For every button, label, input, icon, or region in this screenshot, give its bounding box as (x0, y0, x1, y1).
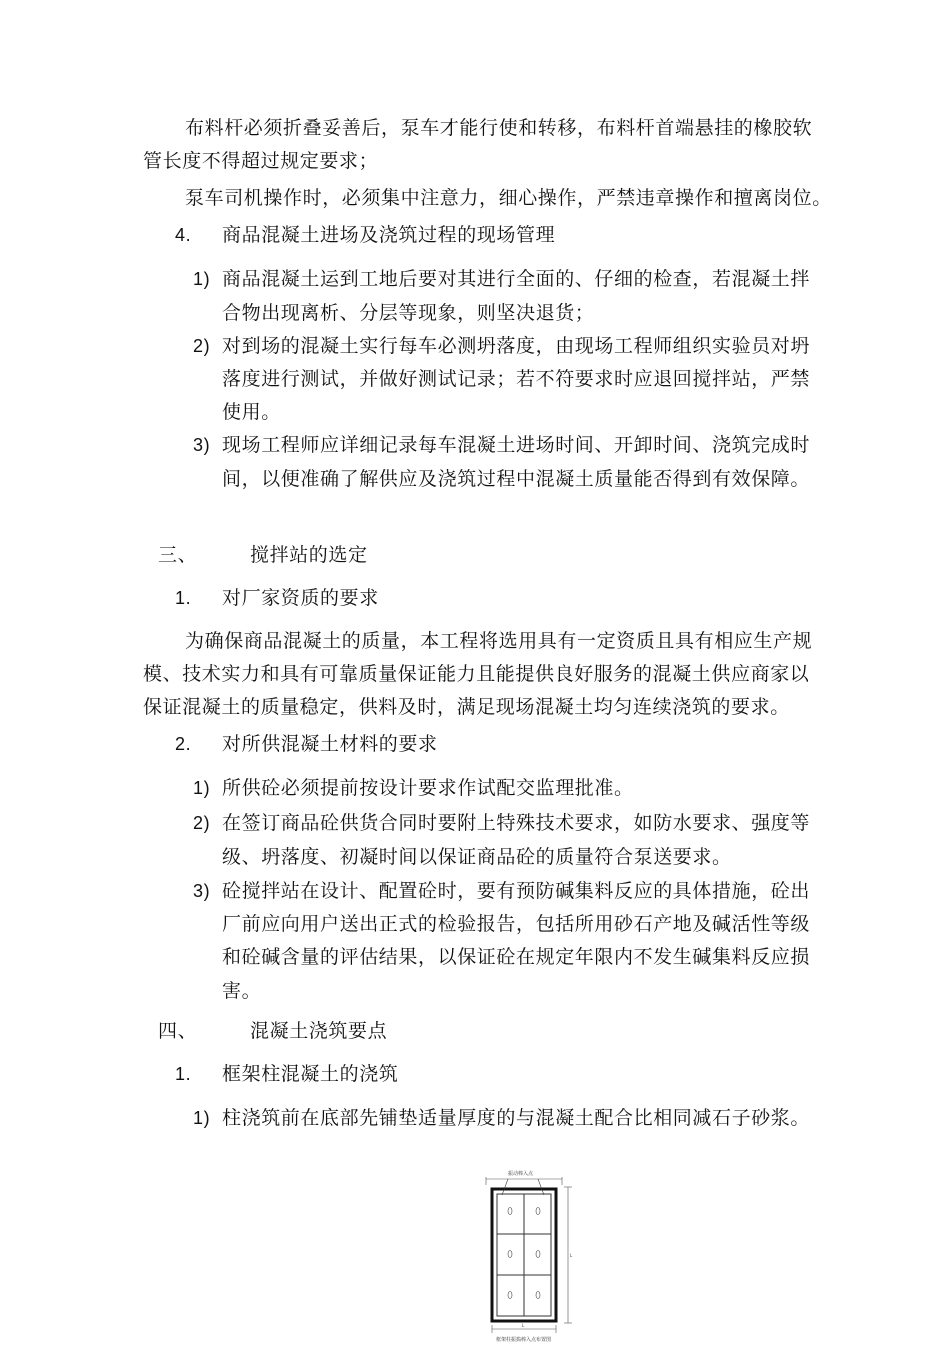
figure-caption: 框架柱振捣棒入点布置图 (496, 1337, 552, 1343)
column-vibration-diagram (478, 1165, 588, 1345)
vibrator-point-icon (508, 1251, 512, 1258)
section-title: 对厂家资质的要求 (222, 587, 379, 609)
paragraph-line: 为确保商品混凝土的质量，本工程将选用具有一定资质且具有相应生产规 (185, 630, 813, 652)
list-item-line: 厂前应向用户送出正式的检验报告，包括所用砂石产地及碱活性等级 (222, 913, 811, 935)
vibrator-point-icon (536, 1208, 540, 1215)
list-item-line: 现场工程师应详细记录每车混凝土进场时间、开卸时间、浇筑完成时 (222, 434, 811, 456)
list-item-line: 柱浇筑前在底部先铺垫适量厚度的与混凝土配合比相同减石子砂浆。 (222, 1107, 811, 1129)
vibrator-point-icon (508, 1292, 512, 1299)
list-item-number: 3) (193, 881, 211, 901)
list-item-number: 1) (193, 778, 211, 798)
list-item-number: 1) (193, 1108, 211, 1128)
vibrator-point-icon (508, 1208, 512, 1215)
list-item-number: 2) (193, 336, 211, 356)
section-title: 框架柱混凝土的浇筑 (222, 1063, 399, 1085)
vibrator-point-icon (536, 1251, 540, 1258)
list-item-number: 1) (193, 269, 211, 289)
figure-top-label: 振动棒入点 (508, 1171, 534, 1177)
list-item-line: 使用。 (222, 401, 281, 423)
list-item-line: 合物出现离析、分层等现象，则坚决退货； (222, 302, 595, 324)
paragraph-line: 布料杆必须折叠妥善后，泵车才能行使和转移，布料杆首端悬挂的橡胶软 (185, 117, 813, 139)
list-item-number: 3) (193, 435, 211, 455)
list-item-line: 和砼碱含量的评估结果，以保证砼在规定年限内不发生碱集料反应损 (222, 946, 811, 968)
list-item-line: 害。 (222, 980, 262, 1002)
list-item-line: 所供砼必须提前按设计要求作试配交监理批准。 (222, 777, 634, 799)
section-title: 对所供混凝土材料的要求 (222, 733, 438, 755)
chapter-title: 混凝土浇筑要点 (250, 1020, 388, 1042)
list-item-line: 在签订商品砼供货合同时要附上特殊技术要求，如防水要求、强度等 (222, 812, 811, 834)
paragraph-line: 模、技术实力和具有可靠质量保证能力且能提供良好服务的混凝土供应商家以 (143, 663, 810, 685)
list-item-line: 商品混凝土运到工地后要对其进行全面的、仔细的检查，若混凝土拌 (222, 268, 811, 290)
section-number: 1. (175, 588, 192, 608)
list-item-line: 落度进行测试，并做好测试记录；若不符要求时应退回搅拌站，严禁 (222, 368, 811, 390)
figure-side-label: L (570, 1253, 573, 1258)
paragraph-line: 泵车司机操作时，必须集中注意力，细心操作，严禁违章操作和擅离岗位。 (185, 187, 832, 209)
list-item-line: 砼搅拌站在设计、配置砼时，要有预防碱集料反应的具体措施，砼出 (222, 880, 811, 902)
section-number: 2. (175, 734, 192, 754)
vibrator-point-icon (536, 1292, 540, 1299)
list-item-line: 间，以便准确了解供应及浇筑过程中混凝土质量能否得到有效保障。 (222, 468, 811, 490)
paragraph-line: 管长度不得超过规定要求； (143, 150, 379, 172)
pointer-line (502, 1179, 508, 1195)
list-item-line: 级、坍落度、初凝时间以保证商品砼的质量符合泵送要求。 (222, 846, 732, 868)
section-title: 商品混凝土进场及浇筑过程的现场管理 (222, 224, 556, 246)
figure-bottom-label: L (522, 1323, 525, 1328)
chapter-title: 搅拌站的选定 (250, 544, 368, 566)
list-item-line: 对到场的混凝土实行每车必测坍落度，由现场工程师组织实验员对坍 (222, 335, 811, 357)
list-item-number: 2) (193, 813, 211, 833)
section-number: 4. (175, 225, 192, 245)
paragraph-line: 保证混凝土的质量稳定，供料及时，满足现场混凝土均匀连续浇筑的要求。 (143, 696, 790, 718)
chapter-number: 三、 (158, 544, 198, 566)
pointer-line (538, 1179, 544, 1195)
chapter-number: 四、 (158, 1020, 198, 1042)
section-number: 1. (175, 1064, 192, 1084)
